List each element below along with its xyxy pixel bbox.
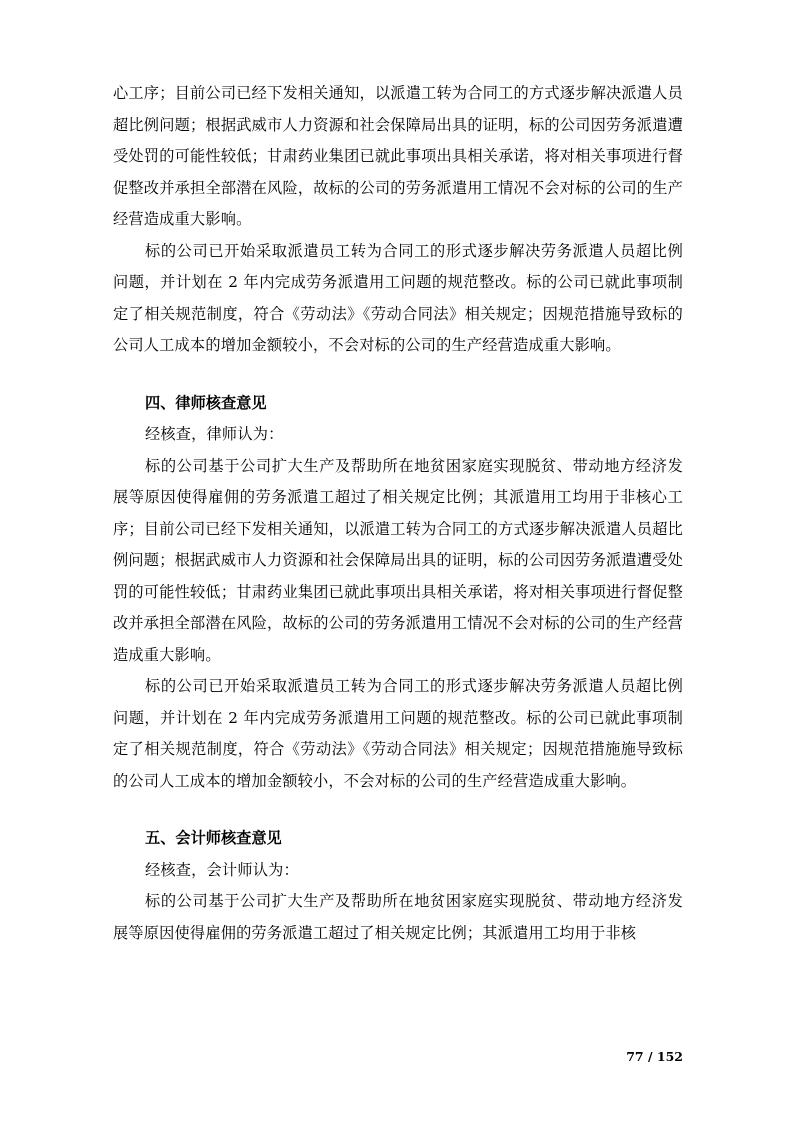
- paragraph: 标的公司基于公司扩大生产及帮助所在地贫困家庭实现脱贫、带动地方经济发展等原因使得雇佣的劳务派遣工超过了相关规定比例；其派遣用工均用于非核: [113, 892, 683, 942]
- paragraph: 经核查，会计师认为：: [145, 860, 299, 879]
- page-content: [113, 78, 683, 949]
- paragraph: 标的公司基于公司扩大生产及帮助所在地贫困家庭实现脱贫、带动地方经济发展等原因使得雇佣的劳务派遣工超过了相关规定比例；其派遣用工均用于非核心工序；目前公司已经下发相关通知，以派遣工转为合同工的方式逐步解决派遣人员超比例问题；根据武威市人力资源和社会保障局出具的证明，标的公司因劳务派遣遭受处罚的可能性较低；甘肃药业集团已就此事项出具相关承诺，将对相关事项进行督促整改并承担全部潜在风险，故标的公司的劳务派遣用工情况不会对标的公司的生产经营造成重大影响。: [113, 456, 683, 664]
- paragraph: 标的公司已开始采取派遣员工转为合同工的形式逐步解决劳务派遣人员超比例问题，并计划在 2 年内完成劳务派遣用工问题的规范整改。标的公司已就此事项制定了相关规范制度，符合《劳动法》《劳动合同法》相关规定；因规范措施导致标的公司人工成本的增加金额较小，不会对标的公司的生产经营造成重大影响。: [113, 241, 683, 354]
- paragraph: 标的公司已开始采取派遣员工转为合同工的形式逐步解决劳务派遣人员超比例问题，并计划在 2 年内完成劳务派遣用工问题的规范整改。标的公司已就此事项制定了相关规范制度，符合《劳动法》《劳动合同法》相关规定；因规范措施施导致标的公司人工成本的增加金额较小，不会对标的公司的生产经营造成重大影响。: [113, 677, 683, 790]
- section-spacer: [113, 797, 683, 823]
- paragraph: 心工序；目前公司已经下发相关通知，以派遣工转为合同工的方式逐步解决派遣人员超比例问题；根据武威市人力资源和社会保障局出具的证明，标的公司因劳务派遣遭受处罚的可能性较低；甘肃药业集团已就此事项出具相关承诺，将对相关事项进行督促整改并承担全部潜在风险，故标的公司的劳务派遣用工情况不会对标的公司的生产经营造成重大影响。: [113, 84, 683, 228]
- section-heading-accountant-review: 五、会计师核查意见: [145, 829, 282, 847]
- paragraph: 经核查，律师认为：: [145, 425, 284, 443]
- page-number: 77 / 152: [626, 1049, 683, 1064]
- section-spacer: [113, 362, 683, 388]
- section-heading-lawyer-review: 四、律师核查意见: [145, 393, 267, 412]
